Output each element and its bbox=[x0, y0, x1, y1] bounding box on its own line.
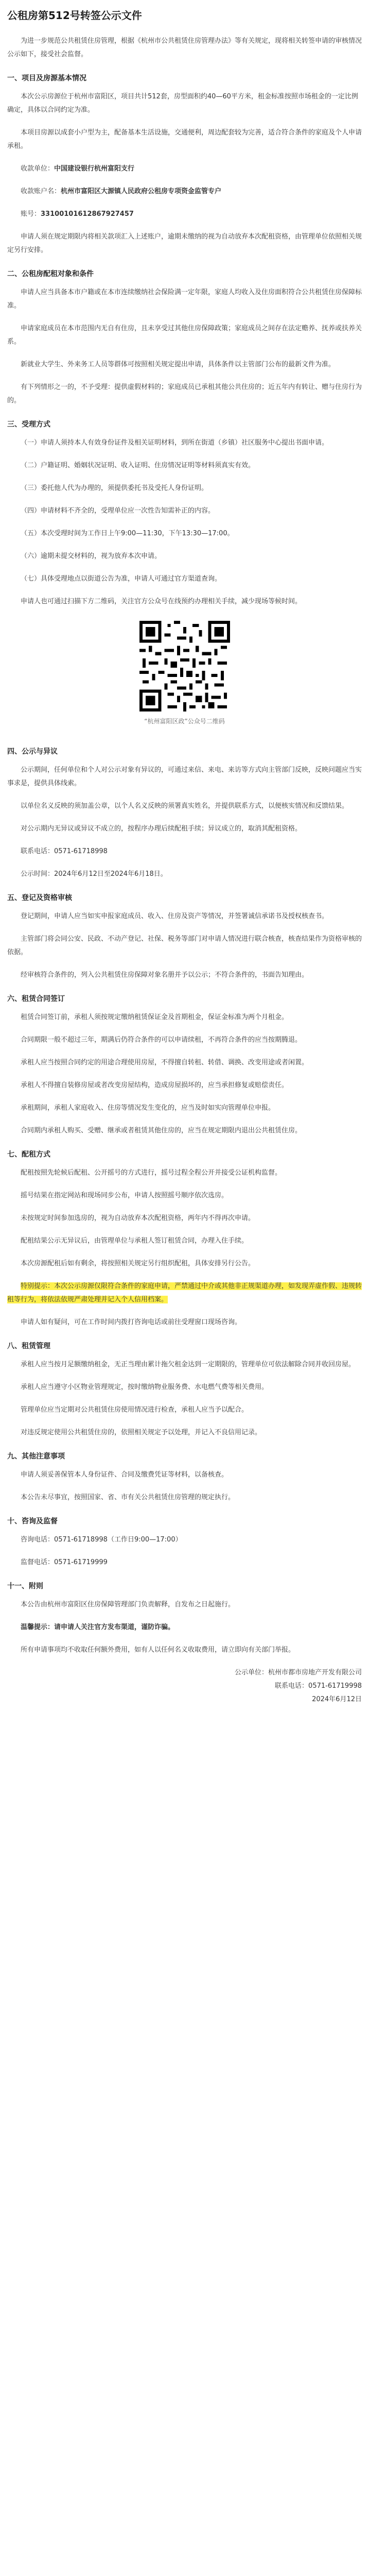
paragraph: 本项目房源以成套小户型为主，配备基本生活设施，交通便利，周边配套较为完善，适合符合条件的家庭及个人申请承租。 bbox=[7, 129, 362, 150]
section-heading: 八、租赁管理 bbox=[7, 1342, 50, 1350]
paragraph: 申请人须在规定期限内将相关款项汇入上述账户，逾期未缴纳的视为自动放弃本次配租资格，由管理单位依照相关规定另行安排。 bbox=[7, 233, 362, 254]
paragraph: 本公告未尽事宜，按照国家、省、市有关公共租赁住房管理的规定执行。 bbox=[21, 1494, 235, 1501]
highlight-text: 特别提示：本次公示房源仅限符合条件的家庭申请，严禁通过中介或其他非正规渠道办理，如发现弄虚作假、违规转租等行为，将依法依规严肃处理并记入个人信用档案。 bbox=[7, 1282, 362, 1303]
paragraph: 承租人应当按月足额缴纳租金，无正当理由累计拖欠租金达到一定期限的，管理单位可依法解除合同并收回房屋。 bbox=[21, 1361, 356, 1368]
footer-org-line bbox=[7, 1666, 362, 1680]
footer-org: 杭州市都市房地产开发有限公司 bbox=[268, 1669, 362, 1676]
account-label: 收款单位： bbox=[21, 165, 55, 173]
paragraph: 合同期限一般不超过三年，期满后仍符合条件的可以申请续租，不再符合条件的应当按期腾退。 bbox=[21, 1036, 302, 1044]
footer-date: 2024年6月12日 bbox=[312, 1696, 362, 1703]
qr-code-icon[interactable] bbox=[139, 621, 230, 711]
account-line bbox=[7, 162, 362, 176]
paragraph: （六）逾期未提交材料的，视为放弃本次申请。 bbox=[21, 552, 162, 560]
paragraph: 申请人须妥善保管本人身份证件、合同及缴费凭证等材料，以备核查。 bbox=[21, 1471, 229, 1479]
qr-code-container bbox=[7, 621, 362, 714]
document-page bbox=[7, 4, 362, 1706]
paragraph: （二）户籍证明、婚姻状况证明、收入证明、住房情况证明等材料须真实有效。 bbox=[21, 462, 255, 469]
account-line bbox=[7, 208, 362, 221]
paragraph: 经审核符合条件的，列入公共租赁住房保障对象名册并予以公示；不符合条件的，书面告知理由。 bbox=[21, 971, 309, 979]
section-heading: 九、其他注意事项 bbox=[7, 1452, 65, 1461]
account-line bbox=[7, 185, 362, 198]
paragraph: （七）具体受理地点以街道公告为准，申请人可通过官方渠道查询。 bbox=[21, 575, 222, 583]
paragraph: 承租期间，承租人家庭收入、住房等情况发生变化的，应当及时如实向管理单位申报。 bbox=[21, 1104, 275, 1112]
paragraph: 以单位名义反映的须加盖公章，以个人名义反映的须署真实姓名，并提供联系方式，以便核实情况和反馈结果。 bbox=[21, 802, 349, 810]
paragraph: 对公示期内无异议或异议不成立的，按程序办理后续配租手续；异议成立的，取消其配租资格。 bbox=[21, 825, 302, 833]
paragraph: 承租人应当遵守小区物业管理规定，按时缴纳物业服务费、水电燃气费等相关费用。 bbox=[21, 1383, 269, 1391]
paragraph: （三）委托他人代为办理的，须提供委托书及受托人身份证明。 bbox=[21, 484, 208, 492]
footer-org-label: 公示单位： bbox=[234, 1669, 268, 1676]
section-heading: 四、公示与异议 bbox=[7, 748, 58, 756]
footer bbox=[7, 1666, 362, 1706]
footer-phone-label: 联系电话： bbox=[275, 1682, 309, 1690]
footer-phone-line bbox=[7, 1680, 362, 1693]
paragraph: 所有申请事项均不收取任何额外费用，如有人以任何名义收取费用，请立即向有关部门举报。 bbox=[21, 1646, 295, 1654]
paragraph: （一）申请人须持本人有效身份证件及相关证明材料，到所在街道（乡镇）社区服务中心提出书面申请。 bbox=[21, 439, 329, 447]
page-title: 公租房第512号转签公示文件 bbox=[7, 9, 142, 22]
account-bank: 中国建设银行杭州富阳支行 bbox=[54, 165, 135, 173]
account-label: 账号： bbox=[21, 210, 41, 218]
paragraph: 未按规定时间参加选房的，视为自动放弃本次配租资格，两年内不得再次申请。 bbox=[21, 1214, 255, 1222]
paragraph: （五）本次受理时间为工作日上午9:00—11:30，下午13:30—17:00。 bbox=[21, 530, 234, 537]
paragraph: 新就业大学生、外来务工人员等群体可按照相关规定提出申请，具体条件以主管部门公布的最新文件为准。 bbox=[21, 361, 336, 368]
paragraph: 摇号结果在指定网站和现场同步公布，申请人按照摇号顺序依次选房。 bbox=[21, 1192, 229, 1199]
highlighted-notice bbox=[7, 1280, 362, 1307]
intro-paragraph: 为进一步规范公共租赁住房管理，根据《杭州市公共租赁住房管理办法》等有关规定，现将相关转签申请的审核情况公示如下，接受社会监督。 bbox=[7, 37, 362, 58]
section-heading: 三、受理方式 bbox=[7, 420, 50, 429]
paragraph: 登记期间，申请人应当如实申报家庭成员、收入、住房及资产等情况，并签署诚信承诺书及授权核查书。 bbox=[21, 912, 329, 920]
paragraph: 承租人应当按照合同约定的用途合理使用房屋，不得擅自转租、转借、调换、改变用途或者闲置。 bbox=[21, 1059, 309, 1066]
contact-line: 咨询电话：0571-61718998（工作日9:00—17:00） bbox=[21, 1536, 182, 1544]
account-holder: 杭州市富阳区大源镇人民政府公租房专项资金监管专户 bbox=[61, 188, 222, 195]
contact-line: 监督电话：0571-61719999 bbox=[21, 1558, 108, 1566]
paragraph: 有下列情形之一的，不予受理：提供虚假材料的；家庭成员已承租其他公共住房的；近五年内有转让、赠与住房行为的。 bbox=[7, 383, 362, 404]
paragraph: 租赁合同签订前，承租人须按规定缴纳租赁保证金及首期租金，保证金标准为两个月租金。 bbox=[21, 1013, 289, 1021]
paragraph: 申请人也可通过扫描下方二维码，关注官方公众号在线预约办理相关手续，减少现场等候时间。 bbox=[21, 598, 302, 605]
paragraph: 配租结果公示无异议后，由管理单位与承租人签订租赁合同，办理入住手续。 bbox=[21, 1237, 249, 1245]
section-heading: 十、咨询及监督 bbox=[7, 1517, 58, 1526]
warm-tip: 温馨提示：请申请人关注官方发布渠道，谨防诈骗。 bbox=[21, 1623, 175, 1631]
qr-caption: “杭州富阳区政”公众号二维码 bbox=[144, 718, 225, 725]
section-heading: 五、登记及资格审核 bbox=[7, 894, 72, 902]
contact-line: 联系电话：0571-61718998 bbox=[21, 848, 108, 855]
paragraph: 承租人不得擅自装修房屋或者改变房屋结构，造成房屋损坏的，应当承担修复或赔偿责任。 bbox=[21, 1081, 289, 1089]
paragraph: 管理单位应当定期对公共租赁住房使用情况进行检查，承租人应当予以配合。 bbox=[21, 1406, 249, 1414]
date-line: 公示时间：2024年6月12日至2024年6月18日。 bbox=[21, 870, 167, 878]
paragraph: 公示期间，任何单位和个人对公示对象有异议的，可通过来信、来电、来访等方式向主管部门反映，反映问题应当实事求是，提供具体线索。 bbox=[7, 766, 362, 787]
section-heading: 六、租赁合同签订 bbox=[7, 995, 65, 1003]
paragraph: 申请家庭成员在本市范围内无自有住房，且未享受过其他住房保障政策；家庭成员之间存在法定赡养、抚养或扶养关系。 bbox=[7, 325, 362, 346]
paragraph: 主管部门将会同公安、民政、不动产登记、社保、税务等部门对申请人情况进行联合核查，核查结果作为资格审核的依据。 bbox=[7, 935, 362, 956]
section-heading: 一、项目及房源基本情况 bbox=[7, 74, 86, 82]
section-heading: 十一、附则 bbox=[7, 1582, 43, 1590]
section-heading: 二、公租房配租对象和条件 bbox=[7, 270, 94, 278]
paragraph: 本公告由杭州市富阳区住房保障管理部门负责解释，自发布之日起施行。 bbox=[21, 1601, 235, 1608]
paragraph: 申请人如有疑问，可在工作时间内拨打咨询电话或前往受理窗口现场咨询。 bbox=[21, 1318, 242, 1326]
paragraph: 对违反规定使用公共租赁住房的，依照相关规定予以处理，并记入不良信用记录。 bbox=[21, 1429, 262, 1436]
paragraph: 配租按照先轮候后配租、公开摇号的方式进行，摇号过程全程公开并接受公证机构监督。 bbox=[21, 1169, 282, 1177]
section-heading: 七、配租方式 bbox=[7, 1150, 50, 1159]
paragraph: 本次公示房源位于杭州市富阳区，项目共计512套，房型面积约40—60平方米，租金标准按照市场租金的一定比例确定，具体以合同约定为准。 bbox=[7, 93, 358, 114]
paragraph: 申请人应当具备本市户籍或在本市连续缴纳社会保险满一定年限，家庭人均收入及住房面积符合公共租赁住房保障标准。 bbox=[7, 289, 362, 310]
footer-phone: 0571-61719998 bbox=[308, 1682, 362, 1690]
paragraph: 本次房源配租后如有剩余，将按照相关规定另行组织配租，具体安排另行公告。 bbox=[21, 1260, 255, 1267]
paragraph: （四）申请材料不齐全的，受理单位应一次性告知需补正的内容。 bbox=[21, 507, 215, 515]
paragraph: 合同期内承租人购买、受赠、继承或者租赁其他住房的，应当在规定期限内退出公共租赁住房。 bbox=[21, 1127, 302, 1134]
account-number: 33100101612867927457 bbox=[41, 210, 134, 218]
account-label: 收款账户名： bbox=[21, 188, 61, 195]
